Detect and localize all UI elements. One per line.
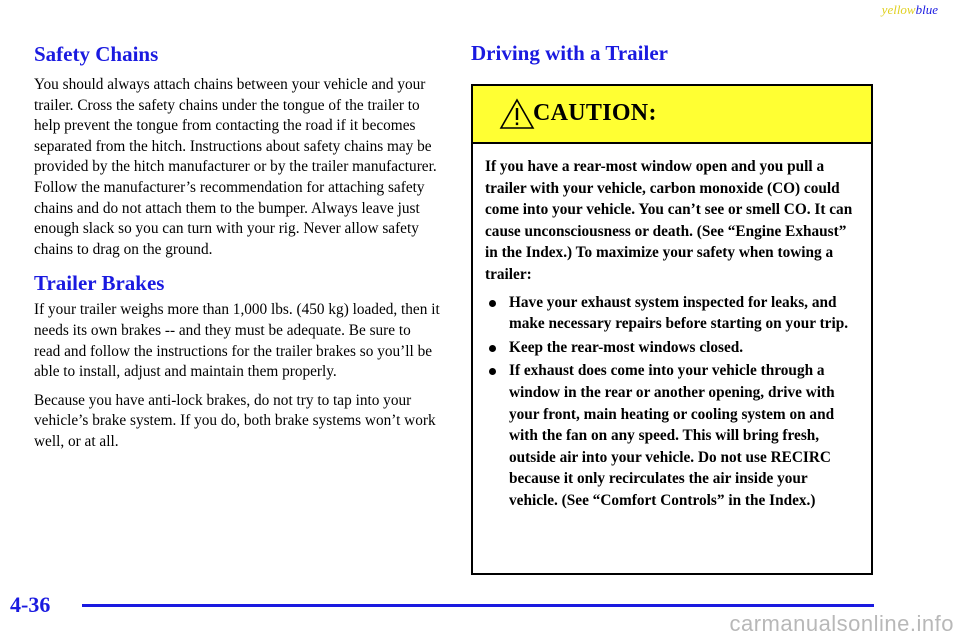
watermark: carmanualsonline.info	[729, 611, 954, 636]
caution-body	[473, 144, 871, 512]
bullet-icon	[489, 368, 496, 375]
driving-with-trailer-heading: Driving with a Trailer	[471, 41, 668, 65]
bullet-icon	[489, 345, 496, 352]
caution-title: CAUTION:	[533, 100, 657, 126]
left-column	[34, 40, 440, 453]
list-item: Keep the rear-most windows closed.	[485, 337, 855, 359]
safety-chains-text: You should always attach chains between your vehicle and your trailer. Cross the safety chains under the tongue of the trailer to help prevent the tongue from contacting the road if it becomes separated from the hitch. Instructions about safety chains may be provided by the hitch manufacturer or by the trailer manufacturer. Follow the manufacturer’s recommendation for attaching safety chains and do not attach them to the bumper. Always leave just enough slack so you can turn with your rig. Never allow safety chains to drag on the ground.	[34, 76, 437, 258]
marker-blue: blue	[915, 2, 938, 17]
list-item: If exhaust does come into your vehicle through a window in the rear or another opening, drive with your front, main heating or cooling system on and with the fan on any speed. This will bring fresh, outside air into your vehicle. Do not use RECIRC because it only recirculates the air inside your vehicle. (See “Comfort Controls” in the Index.)	[485, 360, 855, 511]
trailer-brakes-text-1: If your trailer weighs more than 1,000 lbs. (450 kg) loaded, then it needs its own brakes -- and they must be adequate. Be sure to read and follow the instructions for the trailer brakes so you’ll be able to install, adjust and maintain them properly.	[34, 301, 440, 381]
caution-intro: If you have a rear-most window open and you pull a trailer with your vehicle, carbon monoxide (CO) could come into your vehicle. You can’t see or smell CO. It can cause unconsciousness or death. (See “Engine Exhaust” in the Index.) To maximize your safety when towing a trailer:	[485, 158, 853, 283]
color-marker	[882, 2, 938, 18]
marker-yellow: yellow	[881, 2, 916, 17]
safety-chains-heading: Safety Chains	[34, 42, 159, 66]
trailer-brakes-text-2: Because you have anti-lock brakes, do not try to tap into your vehicle’s brake system. If you do, both brake systems won’t work well, or at all.	[34, 391, 436, 450]
caution-header	[473, 86, 871, 144]
warning-triangle-icon	[499, 98, 535, 130]
footer-rule	[82, 604, 874, 607]
caution-bullet-list	[485, 292, 855, 512]
caution-box	[471, 84, 873, 575]
trailer-brakes-heading: Trailer Brakes	[34, 271, 165, 296]
bullet-icon	[489, 300, 496, 307]
right-column	[471, 40, 877, 66]
list-item: Have your exhaust system inspected for leaks, and make necessary repairs before starting on your trip.	[485, 292, 855, 335]
page-number: 4-36	[10, 592, 51, 617]
